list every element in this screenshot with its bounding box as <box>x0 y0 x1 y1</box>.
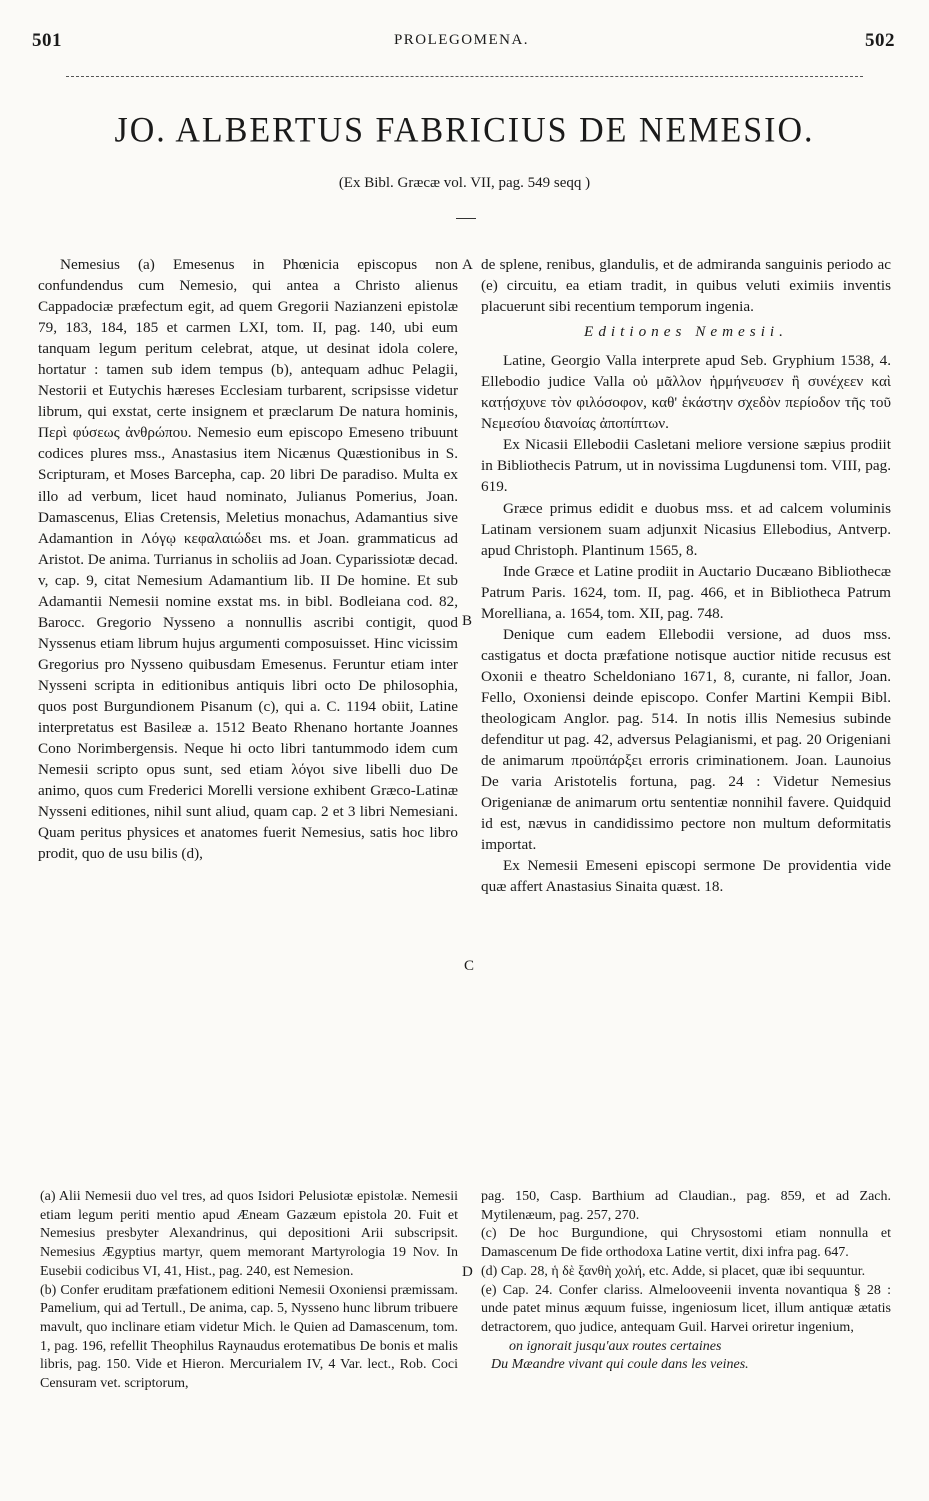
page-number-right: 502 <box>865 30 895 51</box>
right-paragraph: Inde Græce et Latine prodiit in Auctario Ducæano Bibliothecæ Patrum Paris. 1624, tom. II, pag. 466, et in Bibliotheca Patrum Morelliana, a. 1654, tom. XII, pag. 748. <box>481 562 891 622</box>
right-column <box>481 254 891 897</box>
right-intro: de splene, renibus, glandulis, et de admiranda sanguinis periodo ac (e) circuitu, ea etiam tradit, in quibus veluti eximiis inventis placuerunt sibi recentium temporum ingenia. <box>481 256 891 316</box>
page-number-left: 501 <box>32 30 62 51</box>
right-paragraph: Græce primus edidit e duobus mss. et ad calcem voluminis Latinam versionem suam adjunxit Nicasius Ellebodius, Antverp. apud Christoph. Plantinum 1565, 8. <box>481 499 891 559</box>
section-heading: Editiones Nemesii. <box>584 323 788 341</box>
left-paragraph: Nemesius (a) Emesenus in Phœnicia episcopus non confundendus cum Nemesio, qui antea a Christo alienus Cappadociæ præfectum egit, ad quem Gregorii Nazianzeni epistolæ 79, 183, 184, 185 et carmen LXI, tom. II, pag. 140, ubi eum tanquam legum peritum celebrat, atque, ut desinat idola colere, hortatur : tamen sub idem tempus (b), antequam adhuc Pelagii, Nestorii et Eutychis hæreses Ecclesiam turbarent, scripsisse videtur librum, qui exstat, certe insignem et præclarum De natura hominis, Περὶ φύσεως ἀνθρώπου. Nemesio eum episcopo Emeseno tribuunt codices plures mss., Anastasius item Nicænus Quæstionibus in S. Scripturam, et Moses Barcepha, cap. 20 libri De paradiso. Multa ex illo ad verbum, licet haud nominato, Julianus Pomerius, Joan. Damascenus, Elias Cretensis, Meletius monachus, Adamantius sive Adamantion in Λόγῳ κεφαλαιώδει ms. et Joan. grammaticus ad Aristot. De anima. Turrianus in scholiis ad Joan. Cyparissiotæ decad. v, cap. 9, citat Nemesium Adamantium lib. II De homine. Et sub Adamantii Nemesii nomine exstat ms. in bibl. Bodleiana cod. 82, Barocc. Gregorio Nysseno a nonnullis ascribi contigit, quod Nyssenus etiam librum hujus argumenti composuisset. Hinc vicissim Gregorius pro Nysseno quibusdam Emesenus. Feruntur etiam inter Nysseni scripta in editionibus antiquis libri octo De philosophia, quos post Burgundionem Pisanum (c), qui a. C. 1194 obiit, Latine interpretatus est Basileæ a. 1512 Beato Rhenano hortante Joannes Cono Norimbergensis. Neque hi octo libri tantummodo idem cum Nemesii scripto opus sunt, sed etiam λόγοι sive libelli duo De animo, quos cum Frederici Morelli versione exhibent Græco-Latinæ Nysseni editiones, nihil sunt aliud, quam cap. 2 et 3 libri Nemesiani. Quam peritus physices et anatomes fuerit Nemesius, satis hoc libro prodit, quo de usu bilis (d), <box>38 256 458 863</box>
footnote: pag. 150, Casp. Barthium ad Claudian., pag. 859, et ad Zach. Mytilenæum, pag. 257, 270. <box>481 1189 891 1223</box>
page-header <box>26 30 897 60</box>
margin-letter-b: B <box>462 613 473 629</box>
right-paragraph: Latine, Georgio Valla interprete apud Seb. Gryphium 1538, 4. Ellebodio judice Valla οὐ μᾶλλον ἡρμήνευσεν ἢ συνέχεεν καὶ κατῄσχυνε τὸν φιλόσοφον, καθ' ἑκάστην σχεδὸν περίοδον τῆς τοῦ Νεμεσίου διανοίας ἀποπίπτων. <box>481 352 891 433</box>
title-rule <box>456 218 476 219</box>
margin-letter-a: A <box>462 257 473 273</box>
margin-letter-d: D <box>462 1264 473 1280</box>
chapter-source: (Ex Bibl. Græcæ vol. VII, pag. 549 seqq ) <box>338 175 591 191</box>
footnote: (e) Cap. 24. Confer clariss. Almelooveenii inventa novantiqua § 28 : unde patet minus æquum fuisse, ingeniosum licet, illum antiquæ ætatis detractorem, quo judice, antequam Guil. Harvei oriretur ingenium, <box>481 1282 891 1335</box>
running-title: PROLEGOMENA. <box>393 32 530 48</box>
footnote: (a) Alii Nemesii duo vel tres, ad quos Isidori Pelusiotæ epistolæ. Nemesii etiam legum periti mentio apud Æneam Gazæum epistola 20. Fuit et Nemesius presbyter Alexandrinus, qui depositioni Arii subscripsit. Nemesius Ægyptius martyr, quem memorant Martyrologia 19 Nov. In Eusebii codicibus VI, 41, Hist., pag. 240, est Nemesion. <box>40 1189 458 1279</box>
right-paragraph: Ex Nicasii Ellebodii Casletani meliore versione sæpius prodiit in Bibliothecis Patrum, ut in novissima Lugdunensi tom. VIII, pag. 619. <box>481 436 891 496</box>
chapter-title: JO. ALBERTUS FABRICIUS DE NEMESIO. <box>114 111 815 150</box>
footnote: (b) Confer eruditam præfationem editioni Nemesii Oxoniensi præmissam. Pamelium, qui ad Tertull., De anima, cap. 5, Nysseno hunc librum tribuere mavult, quo inclinare etiam videtur Mich. le Quien ad Damascenum, tom. 1, pag. 196, refellit Theophilus Raynaudus erotematibus De bonis et malis libris, pag. 150. Vide et Hieron. Mercurialem IV, 4 Var. lect., Rob. Coci Censuram vet. scriptorum, <box>40 1282 458 1392</box>
right-paragraph: Ex Nemesii Emeseni episcopi sermone De providentia vide quæ affert Anastasius Sinaita quæst. 18. <box>481 857 891 896</box>
right-paragraph: Denique cum eadem Ellebodii versione, ad duos mss. castigatus et docta præfatione notisque auctior nitide recusus est Oxonii e theatro Scheldoniano 1671, 8, curante, ni fallor, Joan. Fello, Oxoniensi deinde episcopo. Confer Martini Kempii Bibl. theologicam Anglor. pag. 514. In notis illis Nemesius subinde defenditur ut pag. 42, adversus Pelagianismi, et pag. 20 Origeniani de animarum προϋπάρξει erroris criminationem. Joan. Launoius De varia Aristotelis fortuna, pag. 24 : Videtur Nemesius Origenianæ de animarum ortu sententiæ nonnihil favere. Quidquid id est, nævus in candidissimo pectore non multum deformitatis importat. <box>481 625 891 854</box>
verse-line: Du Mæandre vivant qui coule dans les veines. <box>491 1357 749 1373</box>
left-column <box>38 254 458 864</box>
verse-line: on ignorait jusqu'aux routes certaines <box>509 1338 722 1354</box>
margin-letter-c: C <box>464 958 475 974</box>
footnote: (c) De hoc Burgundione, qui Chrysostomi etiam nonnulla et Damascenum De fide orthodoxa Latine vertit, dixi infra pag. 647. <box>481 1226 891 1261</box>
footnote: (d) Cap. 28, ἡ δὲ ξανθὴ χολή, etc. Adde, si placet, quæ ibi sequuntur. <box>481 1263 866 1279</box>
header-rule <box>66 76 863 77</box>
footnotes-left <box>40 1188 458 1394</box>
footnotes-right <box>481 1188 891 1375</box>
